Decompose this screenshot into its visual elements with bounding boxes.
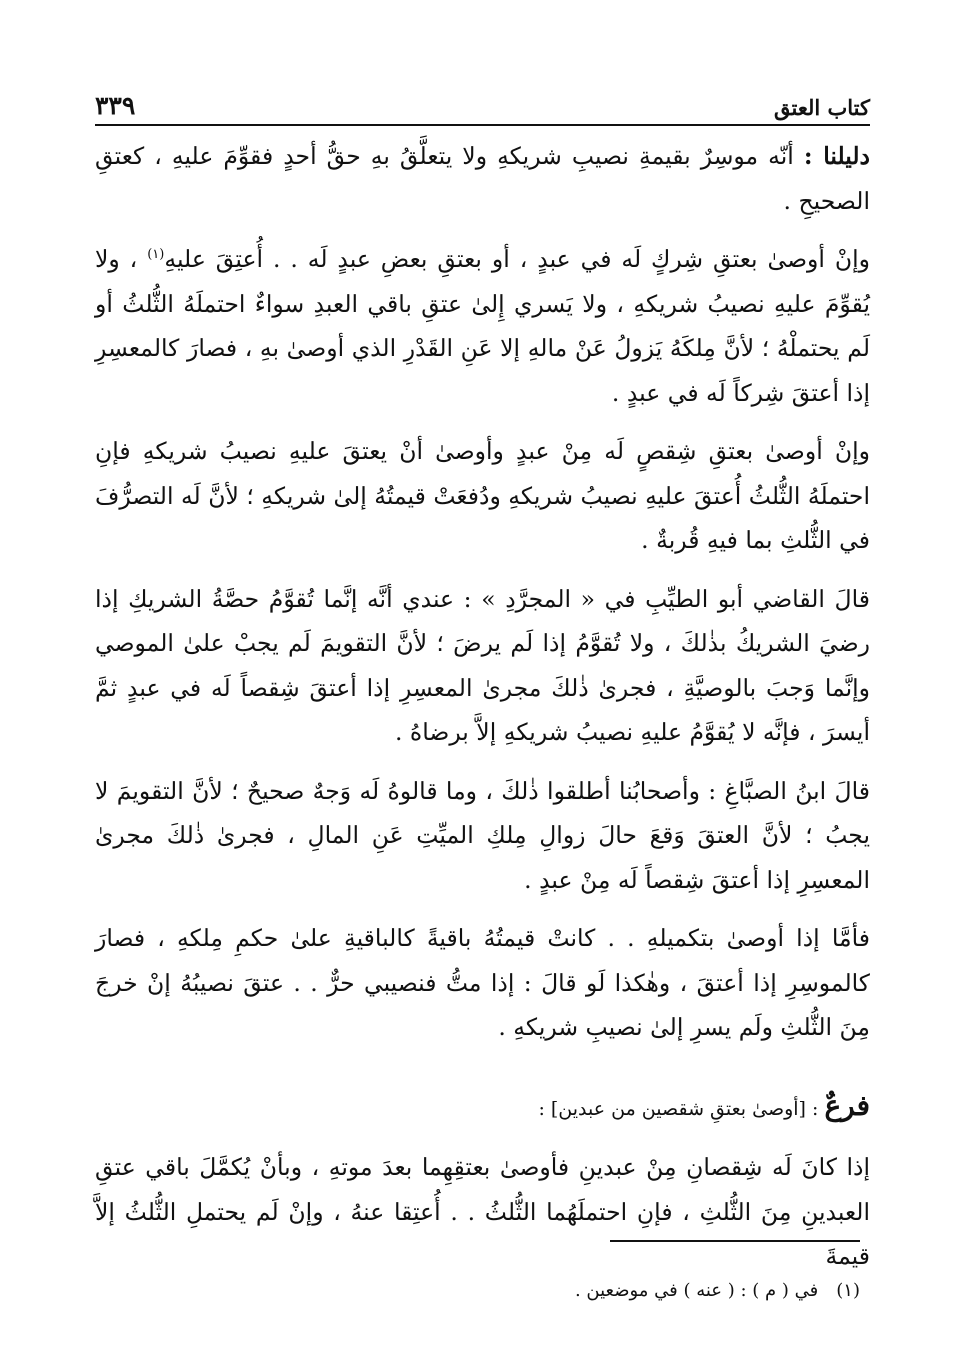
footnote-rule	[610, 1240, 860, 1242]
paragraph-text: وإنْ أوصىٰ بعتقِ شِركٍ لَه في عبدٍ ، أو بعتقِ بعضِ عبدٍ لَه . . أُعتِقَ عليهِ	[164, 245, 870, 273]
footnote-reference[interactable]: (١)	[147, 247, 165, 263]
main-text	[95, 134, 870, 1293]
branch-title: : [أوصىٰ بعتقِ شقصين من عبدين] :	[538, 1097, 825, 1120]
branch-heading	[95, 1084, 870, 1132]
paragraph: إذا كانَ لَه شِقصانِ مِنْ عبدينِ فأوصىٰ بعتقِهِما بعدَ موتهِ ، وبأنْ يُكمَّلَ باقي عتقِ العبدينِ مِنَ الثُّلثِ ، فإنِ احتملَهُما الثُّلثُ . . أُعتِقا عنهُ ، وإنْ لَم يحتملِ الثُّلثُ إلاَّ قيمةَ	[95, 1153, 870, 1270]
paragraph: فأمَّا إذا أوصىٰ بتكميلهِ . . كانتْ قيمتُهُ باقيةً كالباقيةِ علىٰ حكمِ مِلكهِ ، فصارَ كالموسِرِ إذا أعتقَ ، وهٰكذا لَو قالَ : إذا متُّ فنصيبي حرٌّ . . عتقَ نصيبُهُ إنْ خرجَ مِنَ الثُّلثِ ولَم يسرِ إلىٰ نصيبِ شريكهِ .	[95, 924, 871, 1041]
page-header	[95, 80, 870, 120]
footnote-text: في ( م ) : ( عنه ) في موضعين .	[574, 1280, 819, 1301]
header-rule	[95, 124, 870, 126]
paragraph	[95, 237, 870, 415]
paragraph: وإنْ أوصىٰ بعتقِ شِقصٍ لَه مِنْ عبدٍ وأوصىٰ أنْ يعتقَ عليهِ نصيبُ شريكهِ فإنِ احتملَهُ الثُّلثُ أُعتقَ عليهِ نصيبُ شريكهِ ودُفعَتْ قيمتُهُ إلىٰ شريكهِ ؛ لأنَّ لَه التصرُّفَ في الثُّلثِ بما فيهِ قُربةٌ .	[95, 437, 870, 554]
paragraph: قالَ القاضي أبو الطيِّبِ في « المجرَّدِ » : عندي أنَّه إنَّما تُقوَّمُ حصَّةُ الشريكِ إذا رضيَ الشريكُ بذٰلكَ ، ولا تُقوَّمُ إذا لَم يرضَ ؛ لأنَّ التقويمَ لَم يجبْ علىٰ الموصي وإنَّما وَجبَ بالوصيَّةِ ، فجرىٰ ذٰلكَ مجرىٰ المعسِرِ إذا أعتقَ شِقصاً لَه في عبدٍ ثمَّ أيسرَ ، فإنَّه لا يُقوَّمُ عليهِ نصيبُ شريكهِ إلاَّ برضاهُ .	[95, 584, 870, 746]
chapter-title: كتاب العتق	[773, 95, 870, 120]
footnote	[95, 1276, 860, 1306]
paragraph-text: ، ولا يُقوِّمَ عليهِ نصيبُ شريكهِ ، ولا يَسري إِلىٰ عتقِ باقي العبدِ سواءٌ احتملَهُ الثُّلثُ أو لَم يحتملْهُ ؛ لأنَّ مِلكَهُ يَزولُ عَنْ مالهِ إلا عَنِ القَدْرِ الذي أوصىٰ بهِ ، فصارَ كالمعسِرِ إذا أعتقَ شِركاً لَه في عبدٍ .	[95, 245, 870, 407]
paragraph: قالَ ابنُ الصبَّاغِ : وأصحابُنا أطلقوا ذٰلكَ ، وما قالوهُ لَه وَجهٌ صحيحٌ ؛ لأنَّ التقويمَ لا يجبُ ؛ لأنَّ العتقَ وَقعَ حالَ زوالِ مِلكِ الميِّتِ عَنِ المالِ ، فجرىٰ ذٰلكَ مجرىٰ المعسِرِ إذا أعتقَ شِقصاً لَه مِنْ عبدٍ .	[95, 776, 870, 894]
paragraph-lead: دليلنا :	[803, 142, 870, 170]
branch-label: فرعٌ	[824, 1088, 870, 1122]
footnote-number: (١)	[836, 1280, 860, 1301]
page-number: ٣٣٩	[95, 91, 136, 120]
paragraph	[95, 134, 870, 223]
paragraph-text: أنّه موسِرٌ بقيمةِ نصيبِ شريكهِ ولا يتعلَّقُ بهِ حقُّ أحدٍ فقوِّمَ عليهِ ، كعتقِ الصحيحِ .	[95, 142, 870, 215]
